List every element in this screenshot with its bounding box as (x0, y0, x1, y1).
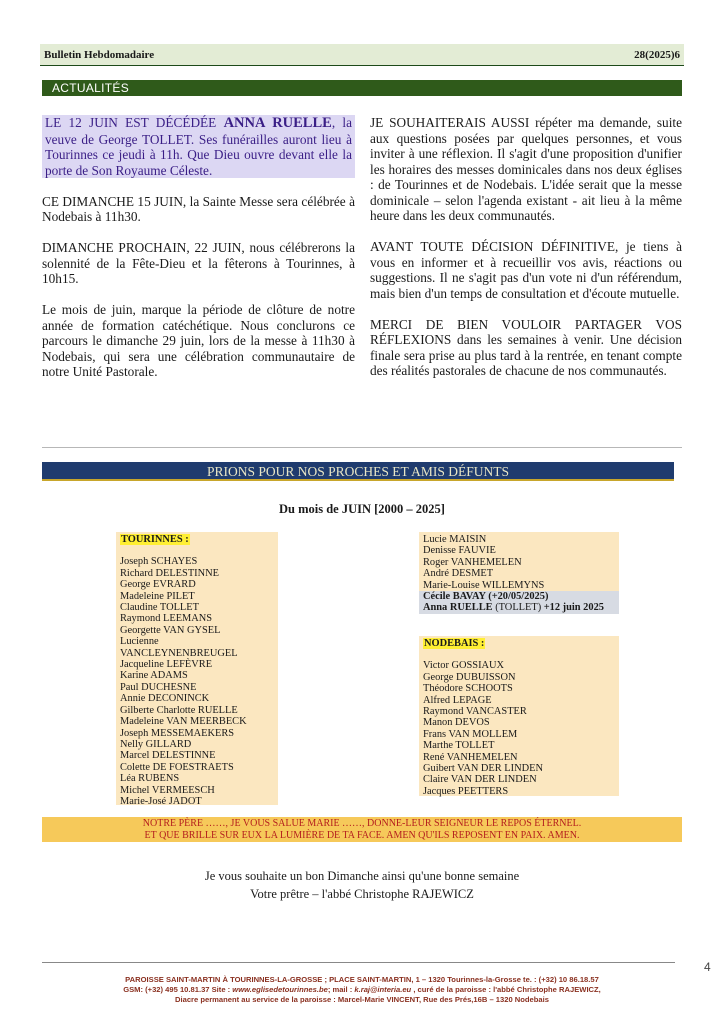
list-item: Léa RUBENS (120, 773, 180, 785)
list-item: Frans VAN MOLLEM (423, 728, 518, 740)
nodebais-list (419, 636, 619, 796)
list-item-recent: Anna RUELLE (TOLLET) +12 juin 2025 (419, 602, 619, 613)
list-item: Claudine TOLLET (120, 602, 199, 614)
list-item: Colette DE FOESTRAETS (120, 761, 234, 773)
bulletin-title: Bulletin Hebdomadaire (44, 48, 155, 61)
news-paragraph: DIMANCHE PROCHAIN, 22 JUIN, nous célébrerons la solennité de la Fête-Dieu et la fêterons à Tourinnes, à 10h15. (42, 240, 355, 286)
announcement-text: , la veuve de George TOLLET. Ses funérailles auront lieu à Tourinnes ce jeudi à 11h. Que Dieu ouvre devant elle la porte de Son Royaume Céleste. (45, 115, 352, 178)
list-item: Raymond VANCASTER (423, 706, 527, 718)
list-item: Roger VANHEMELEN (423, 556, 522, 568)
list-item: Manon DEVOS (423, 717, 490, 729)
parish-footer (60, 975, 664, 1005)
bulletin-header (40, 44, 684, 66)
page-number: 4 (704, 960, 711, 974)
list-item: Marcel DELESTINNE (120, 750, 216, 762)
footer-address: PAROISSE SAINT-MARTIN À TOURINNES-LA-GROSSE ; PLACE SAINT-MARTIN, 1 – 1320 Tourinnes-la-Grosse te. : (+32) 10 86.18.57 (125, 975, 599, 984)
footer-divider (42, 962, 675, 963)
list-item: Denisse FAUVIE (423, 545, 496, 557)
list-item: Marie-José JADOT (120, 795, 202, 807)
closing-greeting: Je vous souhaite un bon Dimanche ainsi qu'une bonne semaine (204, 869, 520, 883)
list-item: VANCLEYNENBREUGEL (120, 647, 238, 659)
list-item: Michel VERMEESCH (120, 784, 215, 796)
email-link[interactable]: k.raj@interia.eu (354, 985, 412, 994)
list-item: Gilberte Charlotte RUELLE (120, 704, 238, 716)
announcement-prefix: LE 12 JUIN EST DÉCÉDÉE (45, 115, 224, 130)
issue-number: 28(2025)6 (634, 48, 680, 61)
news-paragraph: Le mois de juin, marque la période de clôture de notre année de formation catéchétique. Nous conclurons ce parcours le dimanche 29 juin, lors de la messe à 11h30 à Nodebais, qui sera une célébration communautaire de notre Unité Pastorale. (42, 302, 355, 379)
prayer-line: NOTRE PÈRE ……, JE VOUS SALUE MARIE ……, DONNE-LEUR SEIGNEUR LE REPOS ÉTERNEL. (142, 818, 582, 829)
list-item: Victor GOSSIAUX (423, 660, 505, 672)
prayer-section-title: PRIONS POUR NOS PROCHES ET AMIS DÉFUNTS (42, 462, 674, 481)
list-item: Marie-Louise WILLEMYNS (423, 579, 545, 591)
announcement-name: ANNA RUELLE (223, 115, 332, 131)
list-item: Joseph SCHAYES (120, 556, 198, 568)
nodebais-label: NODEBAIS : (424, 638, 485, 649)
list-item: Madeleine VAN MEERBECK (120, 716, 247, 728)
news-paragraph: AVANT TOUTE DÉCISION DÉFINITIVE, je tiens à vous en informer et à recueillir vos avis, réactions ou suggestions. Il ne s'agit pas d'un vote ni d'un référendum, mais bien d'un temps de consultation et d'écoute mutuelle. (370, 239, 682, 301)
list-item: Georgette VAN GYSEL (120, 624, 221, 636)
list-item: Raymond LEEMANS (120, 613, 213, 625)
list-item: Annie DECONINCK (120, 693, 210, 705)
list-item: Alfred LEPAGE (423, 694, 492, 706)
website-link[interactable]: www.eglisedetourinnes.be (232, 985, 328, 994)
tourinnes-list-continued (419, 532, 619, 614)
list-item: Théodore SCHOOTS (423, 683, 513, 695)
list-item: Claire VAN DER LINDEN (423, 774, 537, 786)
list-item: Lucienne (120, 636, 159, 648)
news-paragraph: JE SOUHAITERAIS AUSSI répéter ma demande, suite aux questions posées par quelques personnes, et vous inviter à une réflexion. Il s'agit d'une proposition d'unifier les horaires des messes dominicales dans nos deux églises : de Tourinnes et de Nodebais. L'idée serait que la messe dominicale – selon l'agenda existant - ait lieu à la même heure dans les deux communautés. (370, 115, 682, 223)
list-item-recent: Cécile BAVAY (+20/05/2025) (419, 591, 619, 602)
death-announcement (42, 115, 355, 178)
news-left-column (42, 115, 355, 395)
list-item: Jacqueline LEFÈVRE (120, 659, 213, 671)
prayer-month-subtitle: Du mois de JUIN [2000 – 2025] (279, 502, 445, 516)
news-right-column (370, 115, 682, 394)
list-item: George DUBUISSON (423, 671, 516, 683)
list-item: Paul DUCHESNE (120, 681, 197, 693)
footer-contact: GSM: (+32) 495 10.81.37 Site : www.eglisedetourinnes.be; mail : k.raj@interia.eu , curé de la paroisse : l'abbé Christophe RAJEWICZ, (123, 985, 601, 994)
list-item: René VANHEMELEN (423, 751, 518, 763)
list-item: Jacques PEETTERS (423, 785, 509, 797)
tourinnes-label: TOURINNES : (121, 534, 189, 545)
section-divider (42, 447, 682, 448)
list-item: Lucie MAISIN (423, 534, 487, 545)
list-item: Marthe TOLLET (423, 740, 495, 752)
list-item: George EVRARD (120, 579, 196, 591)
list-item: Richard DELESTINNE (120, 567, 219, 579)
prayer-text (42, 817, 682, 842)
closing-signature: Votre prêtre – l'abbé Christophe RAJEWICZ (250, 887, 474, 901)
list-item: Guibert VAN DER LINDEN (423, 763, 543, 775)
list-item: André DESMET (423, 568, 494, 580)
list-item: Karine ADAMS (120, 670, 188, 682)
list-item: Joseph MESSEMAEKERS (120, 727, 235, 739)
section-title-actualites: ACTUALITÉS (42, 80, 682, 96)
news-paragraph: MERCI DE BIEN VOULOIR PARTAGER VOS RÉFLEXIONS dans les semaines à venir. Une décision finale sera prise au plus tard à la rentrée, en tenant compte des réalités pastorales de chacune de nos communautés. (370, 316, 682, 378)
footer-deacon: Diacre permanent au service de la paroisse : Marcel-Marie VINCENT, Rue des Prés,16B – 1320 Nodebais (175, 995, 549, 1004)
tourinnes-list (116, 532, 278, 805)
list-item: Nelly GILLARD (120, 738, 192, 750)
news-paragraph: CE DIMANCHE 15 JUIN, la Sainte Messe sera célébrée à Nodebais à 11h30. (42, 193, 355, 224)
list-item: Madeleine PILET (120, 590, 195, 602)
prayer-line: ET QUE BRILLE SUR EUX LA LUMIÈRE DE TA FACE. AMEN QU'ILS REPOSENT EN PAIX. AMEN. (144, 829, 580, 841)
